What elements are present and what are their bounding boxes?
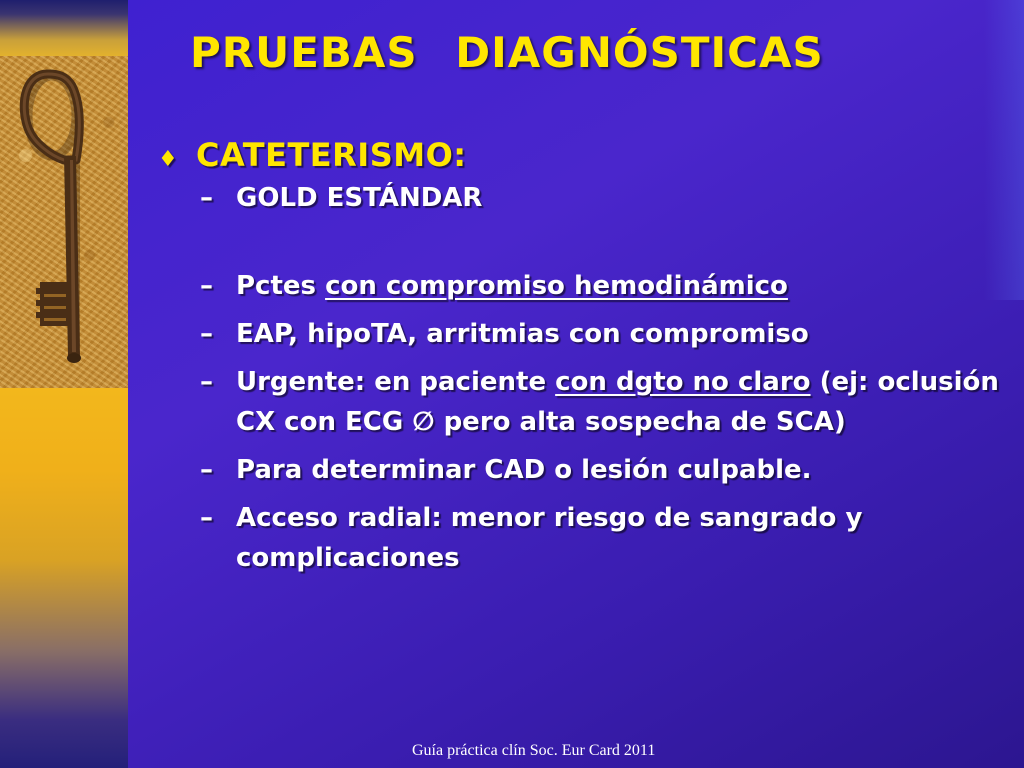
slide-title: PRUEBAS DIAGNÓSTICAS bbox=[190, 28, 824, 77]
underlined-text: con compromiso hemodinámico bbox=[325, 271, 788, 301]
item-text: EAP, hipoTA, arritmias con compromiso bbox=[236, 319, 809, 349]
dash-marker: – bbox=[200, 319, 213, 349]
underlined-text: con dgto no claro bbox=[555, 367, 811, 397]
diamond-icon: ♦ bbox=[158, 147, 178, 172]
item-text: Para determinar CAD o lesión culpable. bbox=[236, 455, 812, 485]
key-image bbox=[0, 56, 128, 388]
sub-bullet-list bbox=[152, 178, 1002, 578]
dash-marker: – bbox=[200, 271, 213, 301]
item-text: Pctes bbox=[236, 271, 326, 301]
list-item bbox=[152, 314, 1002, 354]
bullet-label: CATETERISMO: bbox=[196, 136, 467, 174]
dash-marker: – bbox=[200, 455, 213, 485]
item-text: Acceso radial: menor riesgo de sangrado y complicaciones bbox=[236, 503, 863, 573]
list-item bbox=[152, 498, 1002, 578]
list-item bbox=[152, 450, 1002, 490]
item-text: GOLD ESTÁNDAR bbox=[236, 183, 483, 213]
list-item bbox=[152, 362, 1002, 442]
dash-marker: – bbox=[200, 503, 213, 533]
list-item bbox=[152, 266, 1002, 306]
dash-marker: – bbox=[200, 367, 213, 397]
item-text: (ej: oclusión CX con ECG ∅ pero alta sospecha de SCA) bbox=[236, 367, 999, 437]
dash-marker: – bbox=[200, 183, 213, 213]
item-text: Urgente: en paciente bbox=[236, 367, 556, 397]
slide-content bbox=[152, 136, 1002, 586]
list-item bbox=[152, 178, 1002, 218]
key-icon bbox=[0, 56, 128, 388]
footer-citation: Guía práctica clín Soc. Eur Card 2011 bbox=[412, 742, 656, 759]
main-bullet bbox=[152, 136, 1002, 174]
